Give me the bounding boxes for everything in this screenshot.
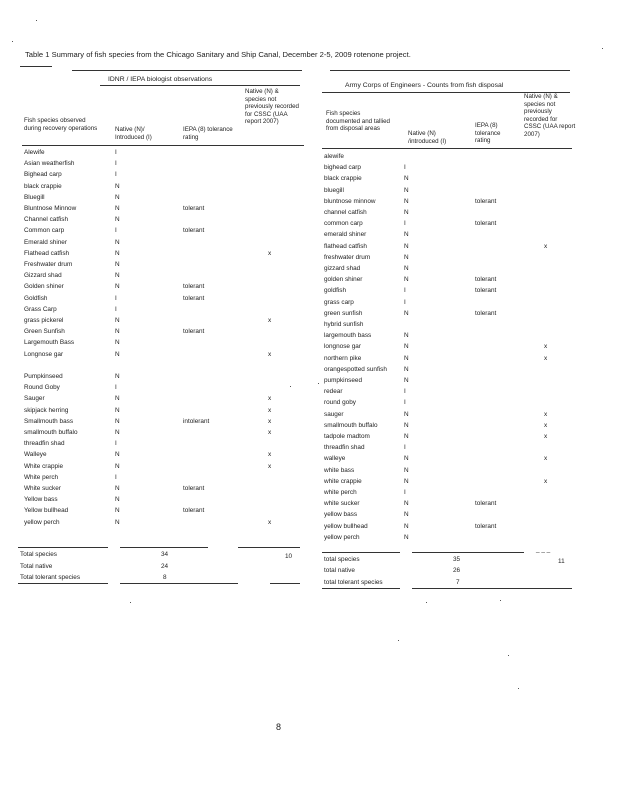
cell-native: N: [404, 309, 409, 317]
right-header-cssc: Native (N) & species not previously recorded for CSSC (UAA report 2007): [524, 93, 576, 138]
cell-species: yellow bass: [324, 511, 358, 519]
left-header-species: Fish species observed during recovery operations: [24, 117, 98, 132]
right-header-species: Fish species documented and tallied from disposal areas: [326, 110, 390, 133]
rule: [72, 70, 302, 71]
cell-tolerance: tolerant: [183, 485, 205, 492]
table-caption: Table 1 Summary of fish species from the Chicago Sanitary and Ship Canal, December 2-5, 2009 rotenone project.: [25, 50, 411, 59]
cell-species: largemouth bass: [324, 332, 372, 340]
left-total-value: 24: [161, 563, 169, 570]
cell-species: round goby: [324, 399, 356, 407]
left-totals-rule: [238, 547, 300, 548]
cell-cssc: x: [544, 421, 548, 429]
cell-native: I: [404, 489, 406, 496]
cell-cssc: x: [268, 429, 272, 436]
cell-tolerance: tolerant: [183, 283, 205, 291]
cell-species: Pumpkinseed: [24, 373, 63, 380]
cell-native: N: [404, 197, 409, 205]
cell-native: N: [115, 462, 120, 470]
cell-species: gizzard shad: [324, 265, 361, 272]
cell-species: Flathead catfish: [24, 249, 70, 257]
cell-native: N: [404, 365, 409, 373]
left-total-value: 8: [163, 574, 167, 581]
table-row: [0, 229, 619, 240]
cell-species: white bass: [324, 466, 355, 474]
scan-speck: [290, 386, 291, 387]
cell-species: Sauger: [24, 395, 45, 403]
table-row: [0, 252, 619, 263]
cell-native: N: [404, 377, 409, 384]
table-row: [0, 521, 619, 532]
cell-native: N: [115, 238, 120, 246]
cell-native: I: [115, 473, 117, 481]
table-row: [0, 453, 619, 464]
cell-species: golden shiner: [324, 276, 363, 284]
cell-species: threadfin shad: [324, 444, 365, 452]
left-total-label: Total species: [20, 551, 57, 558]
cell-native: N: [404, 466, 409, 474]
cell-native: I: [115, 227, 117, 235]
cell-cssc: x: [268, 417, 272, 425]
cell-native: N: [404, 265, 409, 272]
cell-cssc: x: [544, 343, 548, 351]
cell-native: I: [404, 220, 406, 228]
cell-species: northern pike: [324, 354, 362, 362]
cell-native: N: [115, 249, 120, 257]
cell-species: smallmouth buffalo: [324, 421, 378, 429]
table-row: [0, 487, 619, 498]
cell-native: N: [115, 283, 120, 291]
rule: [20, 66, 52, 67]
cell-species: White crappie: [24, 462, 64, 470]
cell-native: I: [404, 388, 406, 396]
table-row: [0, 207, 619, 218]
cell-native: I: [115, 171, 117, 179]
cell-cssc: x: [268, 451, 272, 459]
cell-native: N: [404, 522, 409, 530]
cell-species: yellow perch: [324, 533, 360, 541]
right-total-label: total tolerant species: [324, 579, 383, 586]
cell-native: N: [115, 429, 120, 436]
table-row: [0, 465, 619, 476]
cell-native: N: [115, 496, 120, 504]
cell-native: N: [404, 276, 409, 284]
cell-native: N: [404, 186, 409, 194]
table-row: [0, 185, 619, 196]
cell-native: N: [404, 253, 409, 261]
cell-native: N: [115, 518, 120, 526]
cell-species: threadfin shad: [24, 440, 65, 448]
cell-native: N: [404, 354, 409, 362]
left-header-native: Native (N)/ Introduced (I): [115, 126, 152, 141]
cell-species: Longnose gar: [24, 350, 64, 358]
cell-native: I: [115, 305, 117, 313]
right-totals-rule: [412, 552, 524, 553]
cell-tolerance: tolerant: [475, 500, 497, 508]
table-row: [0, 509, 619, 520]
cell-tolerance: tolerant: [183, 227, 205, 235]
cell-species: pumpkinseed: [324, 377, 363, 384]
cell-species: Walleye: [24, 451, 47, 459]
left-group-header: IDNR / IEPA biologist observations: [108, 76, 213, 83]
cell-cssc: x: [544, 242, 548, 250]
left-totals-rule: [18, 547, 108, 548]
cell-tolerance: intolerant: [183, 417, 210, 425]
scan-speck: [398, 640, 399, 641]
cell-species: Green Sunfish: [24, 328, 65, 336]
cell-tolerance: tolerant: [475, 276, 497, 284]
cell-native: N: [115, 328, 120, 336]
table-row: [0, 218, 619, 229]
scan-speck: [426, 602, 427, 603]
right-totals-rule: [322, 588, 400, 589]
left-total-label: Total tolerant species: [20, 574, 81, 581]
cell-native: N: [115, 406, 120, 414]
scan-speck: [508, 655, 509, 656]
cell-native: I: [404, 287, 406, 295]
cell-species: Grass Carp: [24, 305, 57, 313]
cell-species: Yellow bullhead: [24, 507, 69, 515]
right-total-value: 35: [453, 556, 461, 563]
table-row: [0, 375, 619, 386]
cell-native: I: [115, 149, 117, 156]
cell-native: N: [404, 343, 409, 351]
cell-species: green sunfish: [324, 309, 363, 317]
table-row: [0, 319, 619, 330]
cell-cssc: x: [268, 317, 272, 324]
right-header-native: Native (N) /introduced (I): [408, 130, 447, 145]
cell-native: N: [115, 216, 120, 224]
cell-tolerance: tolerant: [475, 522, 497, 530]
cell-species: white sucker: [324, 500, 360, 508]
cell-species: White perch: [24, 473, 59, 481]
cell-native: N: [115, 272, 120, 280]
cell-species: redear: [324, 388, 343, 396]
cell-species: white crappie: [324, 477, 362, 485]
cell-species: goldfish: [324, 287, 347, 295]
cell-native: N: [115, 193, 120, 201]
cell-native: N: [404, 209, 409, 216]
cell-species: Alewife: [24, 149, 45, 156]
right-total-value: 26: [453, 567, 461, 574]
table-row: [0, 364, 619, 375]
cell-native: I: [404, 298, 406, 306]
cell-species: grass pickerel: [24, 317, 64, 324]
table-row: [0, 442, 619, 453]
cell-native: N: [404, 477, 409, 485]
cell-species: tadpole madtom: [324, 433, 370, 440]
table-row: [0, 353, 619, 364]
scan-speck: [500, 600, 501, 601]
left-totals-rule: [18, 583, 108, 584]
table-row: [0, 386, 619, 397]
table-row: [0, 431, 619, 442]
left-header-tolerance: IEPA (8) tolerance rating: [183, 126, 233, 141]
right-total-label: total species: [324, 556, 360, 563]
left-totals-rule: [120, 547, 208, 548]
cell-species: black crappie: [24, 182, 62, 190]
right-totals-mark: _ _ _: [536, 546, 551, 553]
cell-tolerance: tolerant: [475, 220, 497, 228]
right-total-cssc: 11: [558, 558, 565, 565]
table-row: [0, 409, 619, 420]
cell-cssc: x: [544, 477, 548, 485]
cell-native: I: [404, 164, 406, 172]
cell-tolerance: tolerant: [475, 309, 497, 317]
cell-native: N: [404, 433, 409, 440]
cell-species: emerald shiner: [324, 231, 367, 239]
cell-native: N: [404, 511, 409, 519]
cell-species: orangespotted sunfish: [324, 365, 387, 373]
cell-native: N: [115, 373, 120, 380]
scan-speck: [518, 688, 519, 689]
cell-species: White sucker: [24, 485, 61, 492]
table-row: [0, 498, 619, 509]
cell-species: Asian weatherfish: [24, 160, 75, 168]
cell-cssc: x: [268, 406, 272, 414]
table-row: [0, 162, 619, 173]
cell-species: Golden shiner: [24, 283, 64, 291]
right-totals-rule: [322, 552, 400, 553]
cell-native: N: [115, 417, 120, 425]
cell-species: longnose gar: [324, 343, 361, 351]
scan-speck: [36, 20, 37, 21]
cell-native: N: [404, 332, 409, 340]
right-totals-rule: [412, 588, 572, 589]
cell-species: Yellow bass: [24, 496, 58, 504]
page-number: 8: [276, 722, 282, 732]
cell-cssc: x: [268, 395, 272, 403]
left-total-value: 34: [161, 551, 169, 558]
cell-native: N: [115, 485, 120, 492]
cell-tolerance: tolerant: [475, 197, 497, 205]
cell-species: yellow perch: [24, 518, 60, 526]
cell-cssc: x: [544, 354, 548, 362]
cell-cssc: x: [544, 455, 548, 463]
table-row: [0, 330, 619, 341]
right-total-label: total native: [324, 567, 355, 574]
cell-native: N: [115, 451, 120, 459]
cell-species: smallmouth buffalo: [24, 429, 78, 436]
table-row: [0, 532, 619, 543]
scan-speck: [130, 602, 131, 603]
table-row: [0, 420, 619, 431]
cell-native: I: [115, 160, 117, 168]
left-totals-rule: [120, 583, 238, 584]
cell-species: yellow bullhead: [324, 522, 368, 530]
cell-native: N: [115, 339, 120, 347]
cell-native: N: [404, 421, 409, 429]
table-row: [0, 297, 619, 308]
cell-species: Round Goby: [24, 384, 60, 392]
cell-species: flathead catfish: [324, 242, 367, 250]
cell-species: hybrid sunfish: [324, 321, 364, 328]
cell-species: Goldfish: [24, 294, 48, 302]
cell-species: bluegill: [324, 186, 344, 194]
cell-native: N: [115, 350, 120, 358]
cell-cssc: x: [268, 249, 272, 257]
cell-native: N: [115, 507, 120, 515]
cell-species: grass carp: [324, 298, 354, 306]
cell-native: N: [404, 455, 409, 463]
right-group-header: Army Corps of Engineers - Counts from fish disposal: [345, 82, 504, 89]
cell-native: N: [115, 205, 120, 212]
cell-tolerance: tolerant: [183, 205, 205, 212]
cell-native: I: [115, 294, 117, 302]
cell-species: Bluntnose Minnow: [24, 205, 77, 212]
cell-tolerance: tolerant: [183, 507, 205, 515]
cell-native: N: [404, 175, 409, 183]
cell-species: Bluegill: [24, 193, 45, 201]
left-header-cssc: Native (N) & species not previously recorded for CSSC (UAA report 2007): [245, 88, 299, 126]
scan-speck: [602, 48, 603, 49]
right-total-value: 7: [456, 579, 460, 586]
cell-cssc: x: [268, 462, 272, 470]
left-totals-rule: [270, 583, 300, 584]
cell-species: alewife: [324, 153, 344, 160]
cell-species: freshwater drum: [324, 253, 371, 261]
cell-species: walleye: [324, 455, 346, 463]
cell-native: N: [115, 395, 120, 403]
cell-cssc: x: [268, 518, 272, 526]
table-row: [0, 308, 619, 319]
table-row: [0, 241, 619, 252]
cell-native: I: [115, 440, 117, 448]
cell-species: channel catfish: [324, 209, 367, 216]
scan-speck: [318, 383, 319, 384]
cell-native: N: [404, 533, 409, 541]
cell-species: skipjack herring: [24, 406, 69, 414]
table-row: [0, 285, 619, 296]
cell-native: I: [404, 444, 406, 452]
cell-species: Largemouth Bass: [24, 339, 75, 347]
table-row: [0, 196, 619, 207]
cell-cssc: x: [544, 433, 548, 440]
table-row: [0, 341, 619, 352]
table-row: [0, 263, 619, 274]
cell-native: N: [115, 182, 120, 190]
cell-tolerance: tolerant: [183, 294, 205, 302]
left-header-rule: [22, 145, 304, 146]
cell-native: N: [404, 231, 409, 239]
table-row: [0, 274, 619, 285]
cell-species: Freshwater drum: [24, 261, 73, 268]
cell-tolerance: tolerant: [475, 287, 497, 295]
cell-cssc: x: [268, 350, 272, 358]
left-total-cssc: 10: [285, 553, 293, 560]
cell-tolerance: tolerant: [183, 328, 205, 336]
table-row: [0, 476, 619, 487]
cell-native: N: [115, 317, 120, 324]
cell-species: white perch: [324, 489, 357, 496]
cell-species: bluntnose minnow: [324, 197, 376, 205]
cell-cssc: x: [544, 410, 548, 418]
cell-species: common carp: [324, 220, 363, 228]
table-row: [0, 151, 619, 162]
cell-native: N: [115, 261, 120, 268]
cell-species: Emerald shiner: [24, 238, 67, 246]
cell-species: sauger: [324, 410, 344, 418]
table-row: [0, 397, 619, 408]
cell-native: I: [115, 384, 117, 392]
cell-native: N: [404, 410, 409, 418]
cell-native: N: [404, 242, 409, 250]
cell-species: Channel catfish: [24, 216, 69, 224]
cell-species: Bighead carp: [24, 171, 62, 179]
left-total-label: Total native: [20, 563, 53, 570]
cell-species: Gizzard shad: [24, 272, 62, 280]
right-header-tolerance: IEPA (8) tolerance rating: [475, 122, 501, 145]
cell-species: Common carp: [24, 227, 65, 235]
cell-species: black crappie: [324, 175, 362, 183]
cell-native: I: [404, 399, 406, 407]
scan-speck: [12, 41, 13, 42]
cell-native: N: [404, 500, 409, 508]
rule: [330, 70, 570, 71]
cell-species: bighead carp: [324, 164, 361, 172]
cell-species: Smallmouth bass: [24, 417, 74, 425]
table-row: [0, 173, 619, 184]
left-group-rule: [100, 85, 300, 86]
